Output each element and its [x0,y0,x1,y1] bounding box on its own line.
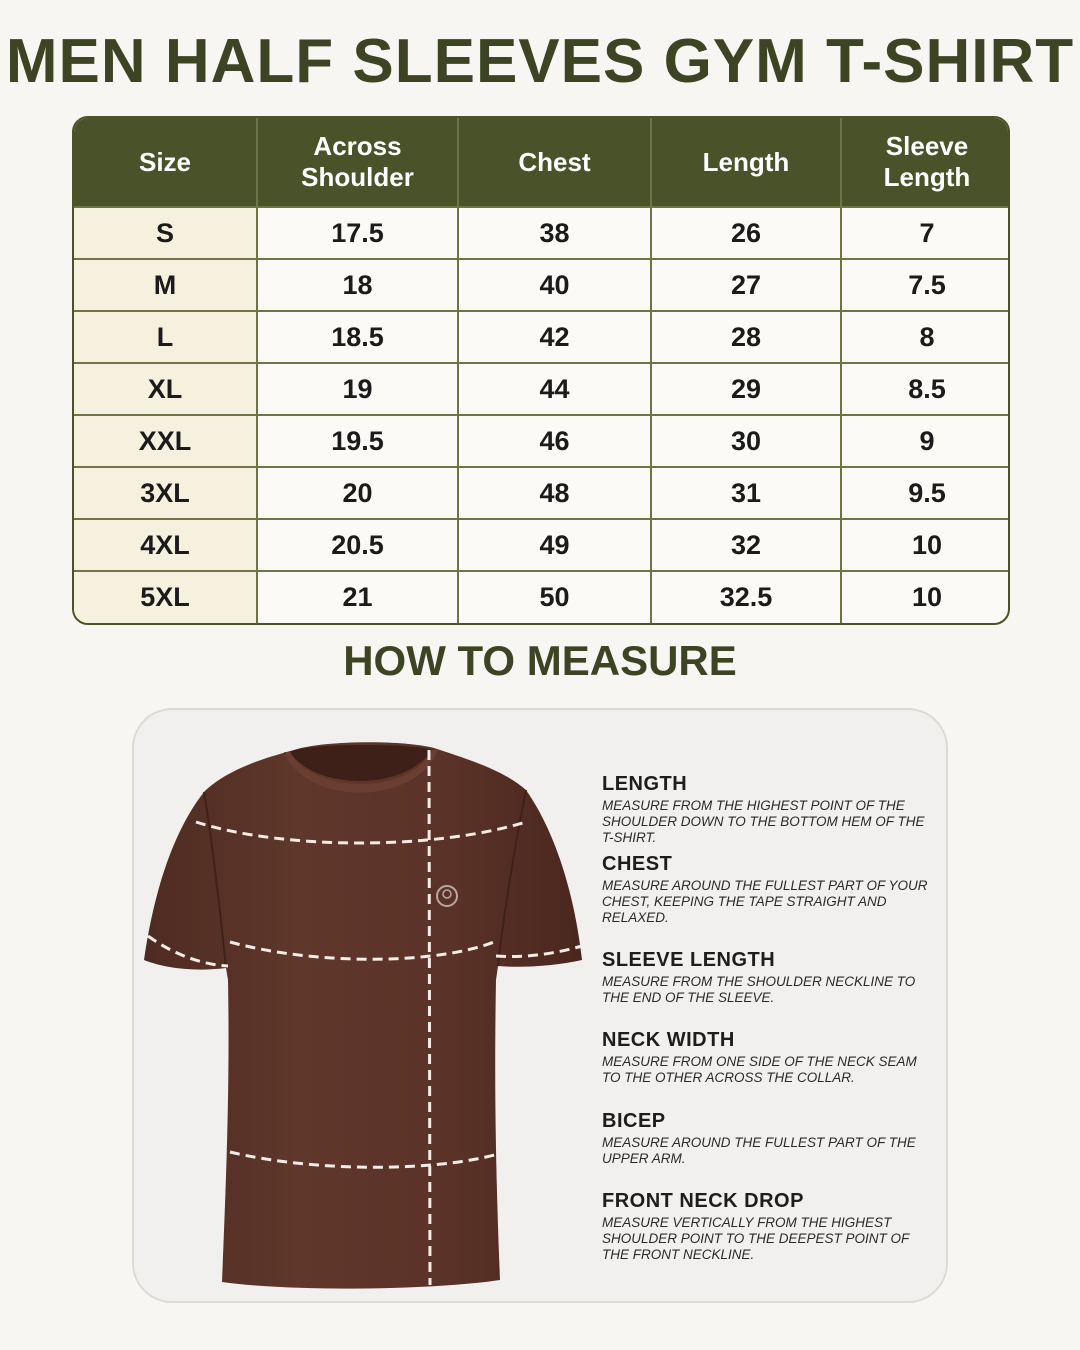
measure-item-bicep [602,1109,932,1167]
measurement-cell: 28 [651,311,841,363]
table-row [74,207,1010,259]
measurement-cell: 30 [651,415,841,467]
measurement-cell: 32 [651,519,841,571]
table-row [74,467,1010,519]
size-cell: XL [74,363,257,415]
header-length: Length [651,118,841,207]
measurement-cell: 32.5 [651,571,841,623]
measure-item-chest [602,852,932,926]
measurement-cell: 21 [257,571,458,623]
measurement-cell: 29 [651,363,841,415]
size-cell: 4XL [74,519,257,571]
header-size: Size [74,118,257,207]
measurement-cell: 48 [458,467,651,519]
measure-title: LENGTH [602,773,688,795]
size-cell: XXL [74,415,257,467]
measure-item-length [602,772,932,846]
measurement-cell: 17.5 [257,207,458,259]
measurement-cell: 40 [458,259,651,311]
table-row [74,363,1010,415]
measurement-cell: 18.5 [257,311,458,363]
size-cell: S [74,207,257,259]
table-row [74,415,1010,467]
size-cell: M [74,259,257,311]
measure-item-sleeve-length [602,948,932,1006]
table-header-row [74,118,1010,207]
measurement-cell: 20 [257,467,458,519]
measure-item-front-neck-drop [602,1189,932,1263]
size-chart-table [72,116,1010,625]
header-chest: Chest [458,118,651,207]
measure-desc: MEASURE FROM THE HIGHEST POINT OF THE SHOULDER DOWN TO THE BOTTOM HEM OF THE T-SHIRT. [602,798,925,845]
measurement-cell: 19.5 [257,415,458,467]
measurement-cell: 38 [458,207,651,259]
measurement-cell: 20.5 [257,519,458,571]
measure-title: SLEEVE LENGTH [602,949,776,971]
measurement-cell: 46 [458,415,651,467]
measurement-cell: 42 [458,311,651,363]
measurement-cell: 44 [458,363,651,415]
size-cell: 3XL [74,467,257,519]
header-across-shoulder: Across Shoulder [257,118,458,207]
measure-guide-panel [132,708,948,1303]
measurement-cell: 7.5 [841,259,1010,311]
table-row [74,259,1010,311]
size-cell: 5XL [74,571,257,623]
measure-title: NECK WIDTH [602,1029,735,1051]
measurement-cell: 8.5 [841,363,1010,415]
measurement-cell: 27 [651,259,841,311]
measurement-cell: 9 [841,415,1010,467]
measure-desc: MEASURE VERTICALLY FROM THE HIGHEST SHOULDER POINT TO THE DEEPEST POINT OF THE FRONT NECKLINE. [602,1215,910,1262]
measurement-cell: 49 [458,519,651,571]
measurement-cell: 31 [651,467,841,519]
measure-title: FRONT NECK DROP [602,1190,804,1212]
measurement-cell: 19 [257,363,458,415]
measurement-cell: 50 [458,571,651,623]
size-cell: L [74,311,257,363]
measure-desc: MEASURE FROM THE SHOULDER NECKLINE TO THE END OF THE SLEEVE. [602,974,916,1005]
measurement-cell: 7 [841,207,1010,259]
table-row [74,519,1010,571]
measure-item-neck-width [602,1028,932,1086]
page-title: MEN HALF SLEEVES GYM T-SHIRT [5,27,1075,96]
measure-desc: MEASURE AROUND THE FULLEST PART OF YOUR CHEST, KEEPING THE TAPE STRAIGHT AND RELAXED. [602,878,928,925]
measure-desc: MEASURE AROUND THE FULLEST PART OF THE UPPER ARM. [602,1135,916,1166]
measurement-cell: 18 [257,259,458,311]
measure-title: CHEST [602,853,673,875]
measurement-cell: 10 [841,519,1010,571]
table-row [74,571,1010,623]
measurement-cell: 9.5 [841,467,1010,519]
measure-desc: MEASURE FROM ONE SIDE OF THE NECK SEAM TO THE OTHER ACROSS THE COLLAR. [602,1054,917,1085]
header-sleeve-length: Sleeve Length [841,118,1010,207]
measure-title: BICEP [602,1110,666,1132]
measurement-cell: 10 [841,571,1010,623]
tshirt-illustration [134,710,604,1303]
measurement-cell: 26 [651,207,841,259]
how-to-measure-heading: HOW TO MEASURE [343,637,737,684]
table-row [74,311,1010,363]
measurement-cell: 8 [841,311,1010,363]
